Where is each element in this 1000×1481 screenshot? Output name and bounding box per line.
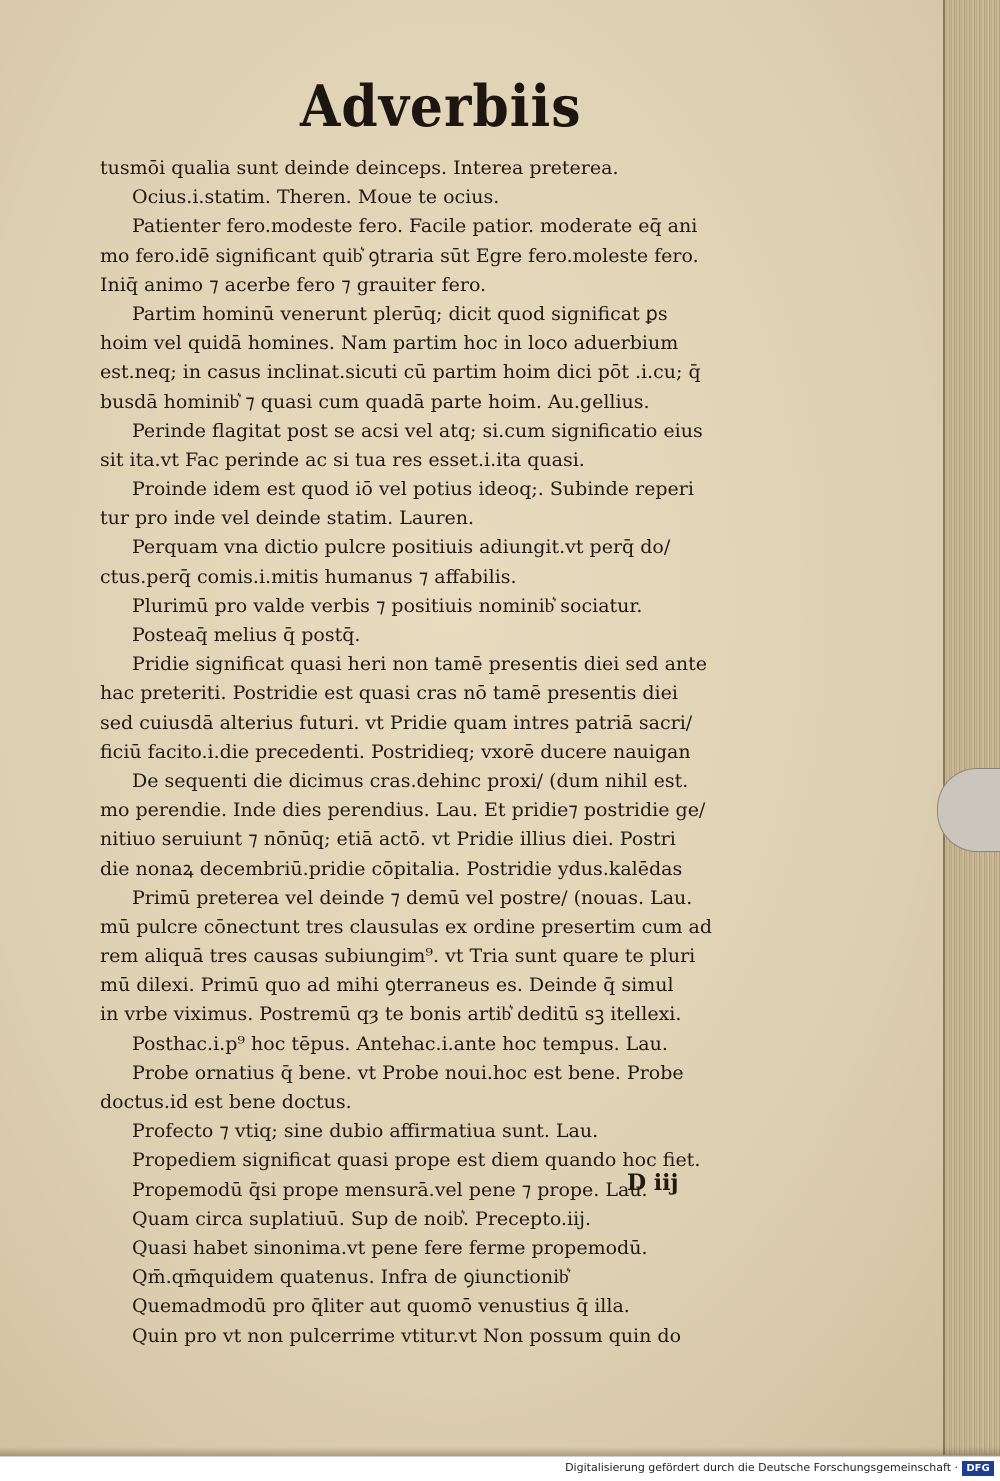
text-line: Plurimū pro valde verbis ⁊ positiuis nominib͛ sociatur. [132, 594, 643, 617]
text-line: Qm̄.qm̄quidem quatenus. Infra de ꝯiunctionib͛ [132, 1266, 569, 1289]
text-line: Quin pro vt non pulcerrime vtitur.vt Non possum quin do [132, 1324, 682, 1347]
text-line: Posthac.i.p⁹ hoc tēpus. Antehac.i.ante hoc tempus. Lau. [132, 1032, 668, 1055]
text-line: Posteaq̄ melius q̄ postq̄. [132, 624, 361, 646]
page-edges [943, 0, 1000, 1455]
text-line: mo perendie. Inde dies perendius. Lau. Et pridie⁊ postridie ge/ [100, 799, 706, 822]
text-line: Patienter fero.modeste fero. Facile patior. moderate eq̄ ani [132, 215, 698, 238]
text-line: doctus.id est bene doctus. [100, 1091, 352, 1113]
text-line: Pridie significat quasi heri non tamē presentis diei sed ante [132, 653, 708, 676]
text-line: Partim hominū venerunt plerūq; dicit quod significat ꝑs [132, 302, 668, 325]
text-line: ficiū facito.i.die precedenti. Postridieq; vxorē ducere nauigan [100, 740, 691, 763]
text-line: ctus.perq̄ comis.i.mitis humanus ⁊ affabilis. [100, 565, 517, 588]
text-line: busdā hominib͛ ⁊ quasi cum quadā parte hoim. Au.gellius. [100, 390, 650, 413]
footer-credit: Digitalisierung gefördert durch die Deutsche Forschungsgemeinschaft · [565, 1461, 958, 1474]
text-line: Perinde flagitat post se acsi vel atq; si.cum significatio eius [132, 419, 703, 442]
text-line: Propediem significat quasi prope est diem quando hoc fiet. [132, 1149, 701, 1172]
text-line: hac preteriti. Postridie est quasi cras nō tamē presentis diei [100, 682, 678, 705]
text-line: sed cuiusdā alterius futuri. vt Pridie quam intres patriā sacri/ [100, 711, 693, 734]
text-line: hoim vel quidā homines. Nam partim hoc in loco aduerbium [100, 332, 679, 355]
dfg-logo: DFG [962, 1461, 994, 1476]
signature-mark: D iij [627, 1170, 679, 1196]
text-line: mo fero.idē significant quib͛ ꝯtraria sūt Egre fero.moleste fero. [100, 244, 699, 267]
text-line: Propemodū q̄si prope mensurā.vel pene ⁊ prope. Lau. [132, 1178, 648, 1201]
text-line: Quasi habet sinonima.vt pene fere ferme propemodū. [132, 1236, 648, 1259]
text-line: Primū preterea vel deinde ⁊ demū vel postre/ (nouas. Lau. [132, 886, 693, 909]
text-line: est.neq; in casus inclinat.sicuti cū partim hoim dici pōt .i.cu; q̄ [100, 361, 701, 384]
text-line: Perquam vna dictio pulcre positiuis adiungit.vt perq̄ do/ [132, 536, 671, 559]
text-line: die nonaꝝ decembriū.pridie cōpitalia. Postridie ydus.kalēdas [100, 857, 683, 880]
footer-bar [0, 1456, 1000, 1481]
running-head: Adverbiis [300, 72, 582, 141]
text-line: sit ita.vt Fac perinde ac si tua res esset.i.ita quasi. [100, 448, 585, 471]
text-line: Quemadmodū pro q̄liter aut quomō venustius q̄ illa. [132, 1295, 630, 1318]
text-line: Probe ornatius q̄ bene. vt Probe noui.hoc est bene. Probe [132, 1061, 684, 1084]
text-line: Proinde idem est quod iō vel potius ideoq;. Subinde reperi [132, 478, 694, 501]
text-line: Quam circa suplatiuū. Sup de noib͛. Precepto.iij. [132, 1207, 592, 1230]
text-line: Iniq̄ animo ⁊ acerbe fero ⁊ grauiter fero. [100, 273, 487, 296]
text-line: tur pro inde vel deinde statim. Lauren. [100, 507, 475, 530]
text-line: Profecto ⁊ vtiq; sine dubio affirmatiua sunt. Lau. [132, 1120, 599, 1143]
text-line: tusmōi qualia sunt deinde deinceps. Interea preterea. [100, 157, 619, 179]
text-line: in vrbe viximus. Postremū qȝ te bonis artib͛ deditū sꝫ itellexi. [100, 1003, 682, 1026]
text-line: nitiuo seruiunt ⁊ nōnūq; etiā actō. vt Pridie illius diei. Postri [100, 828, 676, 851]
text-line: rem aliquā tres causas subiungim⁹. vt Tria sunt quare te pluri [100, 945, 696, 968]
text-line: mū pulcre cōnectunt tres clausulas ex ordine presertim cum ad [100, 915, 713, 938]
text-line: De sequenti die dicimus cras.dehinc proxi/ (dum nihil est. [132, 769, 689, 792]
text-line: Ocius.i.statim. Theren. Moue te ocius. [132, 186, 500, 209]
text-line: mū dilexi. Primū quo ad mihi ꝯterraneus es. Deinde q̄ simul [100, 974, 674, 997]
